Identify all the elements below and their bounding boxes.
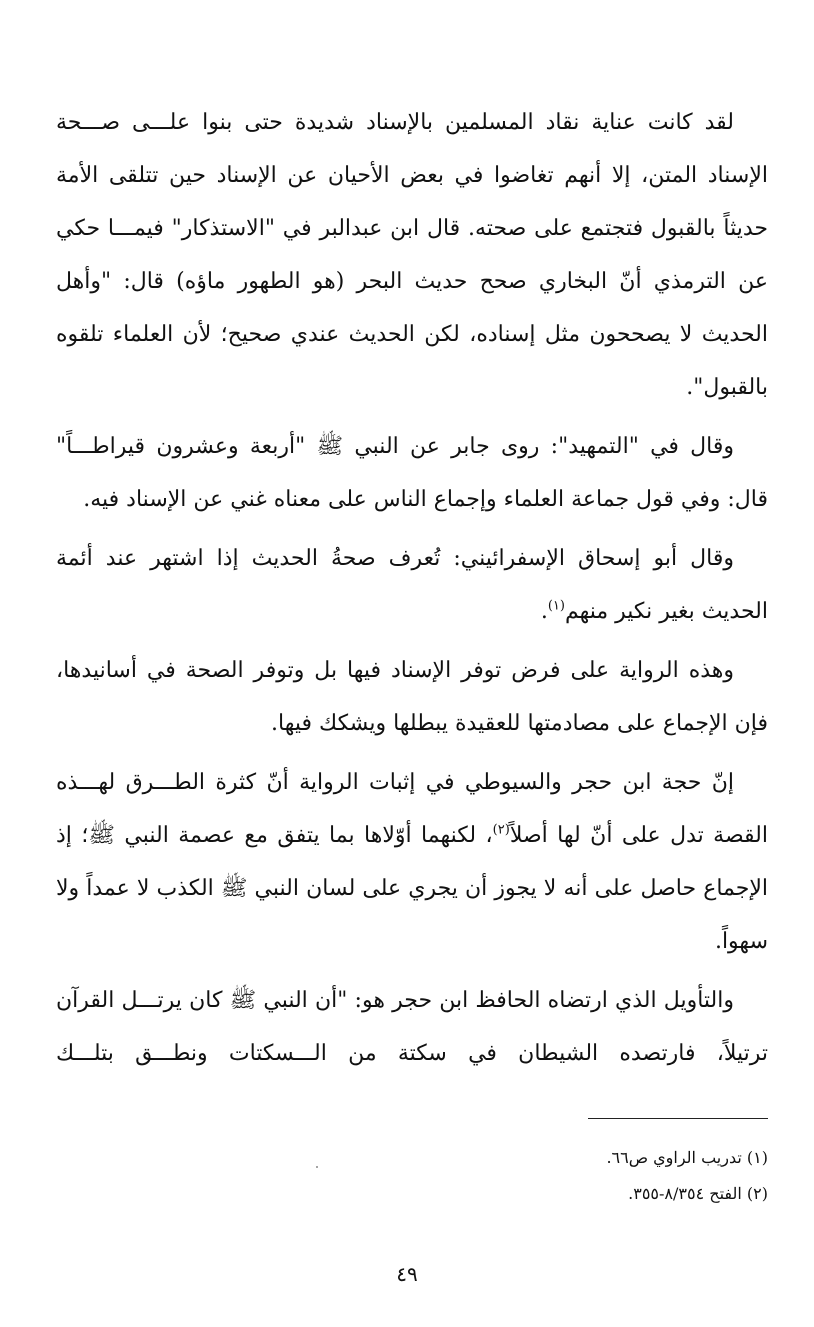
paragraph-2: وقال في "التمهيد": روى جابر عن النبي ﷺ "أربعة وعشرون قيراطـــاً" قال: وفي قول جماعة العلماء وإجماع الناس على معناه غني عن الإسناد فيه. bbox=[56, 434, 768, 512]
paragraph-5-text-b: ، لكنهما أوّلاها بما يتفق مع عصمة النبي ﷺ؛ إذ الإجماع حاصل على أنه لا يجوز أن يجري على لسان النبي ﷺ الكذب لا عمداً ولا سهواً. bbox=[56, 823, 768, 954]
footnotes bbox=[400, 1140, 768, 1212]
paragraph-3-period: . bbox=[540, 599, 548, 624]
footnote-1: (١) تدريب الراوي ص٦٦. bbox=[606, 1148, 768, 1167]
footnote-marker-2: (٢) bbox=[492, 822, 510, 838]
paragraph-5-text-a: إنّ حجة ابن حجر والسيوطي في إثبات الرواية أنّ كثرة الطـــرق لهـــذه القصة تدل على أنّ لها أصلاً bbox=[56, 770, 768, 848]
scan-speck bbox=[316, 1166, 318, 1168]
paragraph-4: وهذه الرواية على فرض توفر الإسناد فيها بل وتوفر الصحة في أسانيدها، فإن الإجماع على مصادمتها للعقيدة يبطلها ويشكك فيها. bbox=[56, 658, 768, 736]
footnote-2: (٢) الفتح ٨/٣٥٤-٣٥٥. bbox=[628, 1184, 768, 1203]
footnote-separator bbox=[588, 1118, 768, 1119]
paragraph-1: لقد كانت عناية نقاد المسلمين بالإسناد شديدة حتى بنوا علـــى صـــحة الإسناد المتن، إلا أنهم تغاضوا في بعض الأحيان عن الإسناد حين تتلقى الأمة حديثاً بالقبول فتجتمع على صحته. قال ابن عبدالبر في "الاستذكار" فيمـــا حكي عن الترمذي أنّ البخاري صحح حديث البحر (هو الطهور ماؤه) قال: "وأهل الحديث لا يصححون مثل إسناده، لكن الحديث عندي صحيح؛ لأن العلماء تلقوه بالقبول". bbox=[56, 110, 768, 400]
paragraph-3 bbox=[56, 532, 768, 638]
footnote-marker-1: (١) bbox=[547, 598, 565, 614]
page-body bbox=[56, 96, 768, 1086]
paragraph-6: والتأويل الذي ارتضاه الحافظ ابن حجر هو: "أن النبي ﷺ كان يرتـــل القرآن ترتيلاً، فارتصده الشيطان في سكتة من الـــسكتات ونطـــق بتلـــك bbox=[56, 988, 768, 1066]
paragraph-3-text: وقال أبو إسحاق الإسفرائيني: تُعرف صحةُ الحديث إذا اشتهر عند أئمة الحديث بغير نكير منهم bbox=[56, 546, 768, 624]
paragraph-5 bbox=[56, 756, 768, 968]
page-number: ٤٩ bbox=[396, 1262, 418, 1286]
